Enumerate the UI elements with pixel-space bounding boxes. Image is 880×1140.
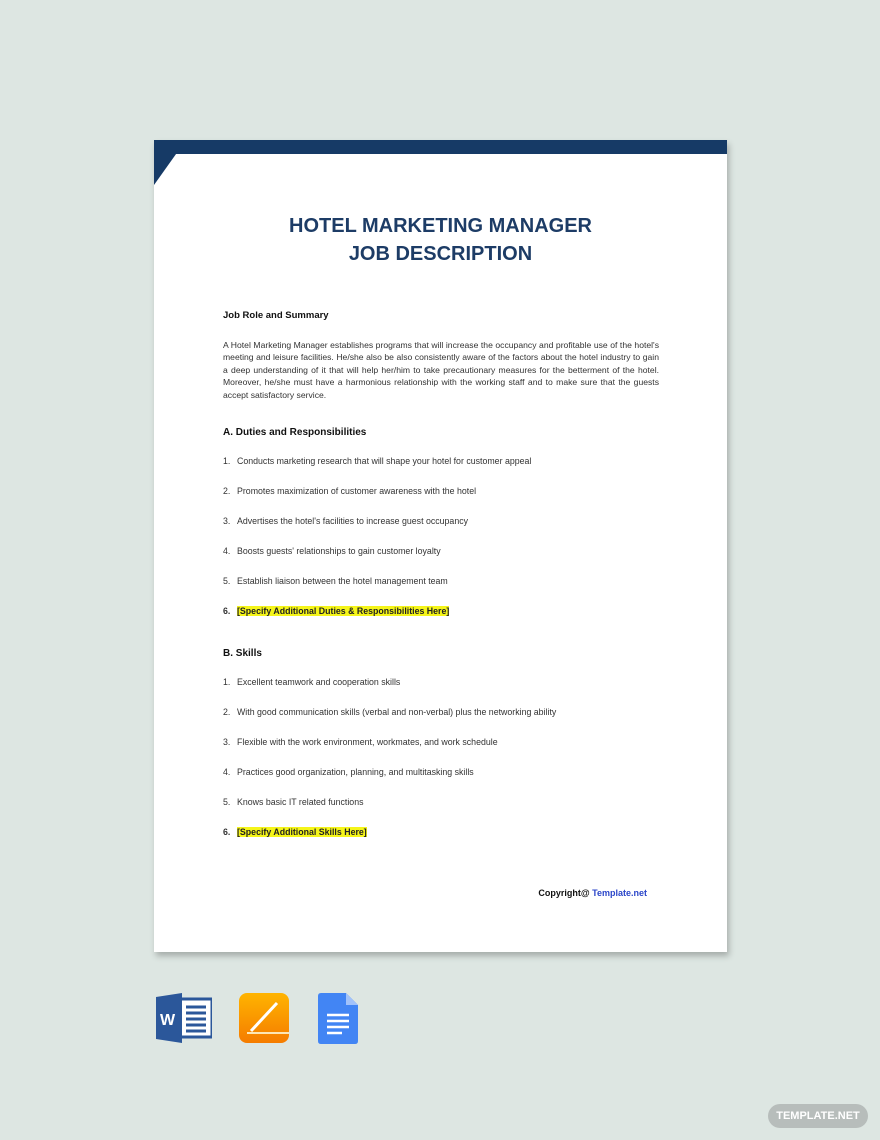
svg-text:W: W [160, 1012, 176, 1029]
list-item [223, 737, 659, 749]
list-item [223, 546, 659, 558]
item-text: Flexible with the work environment, workmates, and work schedule [237, 737, 498, 748]
duties-heading: A. Duties and Responsibilities [223, 427, 367, 439]
header-bar [154, 140, 727, 154]
list-item [223, 516, 659, 528]
item-number: 1. [223, 677, 231, 688]
item-text: Boosts guests' relationships to gain customer loyalty [237, 546, 441, 557]
item-text: Establish liaison between the hotel management team [237, 576, 448, 587]
template-net-badge[interactable]: TEMPLATE.NET [768, 1104, 868, 1128]
item-number: 6. [223, 606, 231, 617]
document-body [223, 310, 659, 839]
list-item [223, 677, 659, 689]
corner-accent [154, 140, 186, 185]
list-item [223, 456, 659, 468]
document-title [154, 212, 727, 268]
item-text: Advertises the hotel's facilities to increase guest occupancy [237, 516, 469, 527]
word-icon[interactable] [156, 993, 212, 1043]
item-number: 3. [223, 516, 231, 527]
item-number: 6. [223, 827, 231, 838]
item-text: Knows basic IT related functions [237, 797, 364, 808]
item-number: 3. [223, 737, 231, 748]
copyright-label: Copyright@ [538, 888, 593, 898]
item-text: Excellent teamwork and cooperation skills [237, 677, 401, 688]
item-number: 5. [223, 797, 231, 808]
item-text: Promotes maximization of customer awareness with the hotel [237, 486, 477, 497]
list-item [223, 797, 659, 809]
item-number: 1. [223, 456, 231, 467]
item-number: 4. [223, 767, 231, 778]
document-preview [154, 140, 727, 952]
list-item [223, 827, 659, 839]
item-number: 2. [223, 707, 231, 718]
item-text: Practices good organization, planning, and multitasking skills [237, 767, 474, 778]
google-docs-icon[interactable] [318, 993, 360, 1045]
title-line-1: HOTEL MARKETING MANAGER [289, 215, 592, 237]
list-item [223, 486, 659, 498]
item-number: 5. [223, 576, 231, 587]
item-number: 2. [223, 486, 231, 497]
summary-paragraph: A Hotel Marketing Manager establishes programs that will increase the occupancy and profitable use of the hotel's meeting and leisure facilities. He/she also be also consistently aware of the factors about the hotel industry to gain a deep understanding of it that will help her/him to take precautionary measures for the betterment of the hotel. Moreover, he/she must have a harmonious relationship with the working staff and to make sure that the guests accept satisfactory service. [223, 340, 659, 400]
item-text: Conducts marketing research that will shape your hotel for customer appeal [237, 456, 532, 467]
item-text: With good communication skills (verbal and non-verbal) plus the networking ability [237, 707, 557, 718]
title-line-2: JOB DESCRIPTION [348, 243, 533, 265]
pages-icon[interactable] [239, 993, 291, 1045]
item-text: [Specify Additional Duties & Responsibilities Here] [237, 606, 450, 617]
list-item [223, 576, 659, 588]
item-text: [Specify Additional Skills Here] [237, 827, 367, 838]
item-number: 4. [223, 546, 231, 557]
summary-heading: Job Role and Summary [223, 310, 329, 321]
list-item [223, 707, 659, 719]
template-link[interactable]: Template.net [592, 888, 647, 898]
list-item [223, 767, 659, 779]
skills-heading: B. Skills [223, 648, 262, 660]
list-item [223, 606, 659, 618]
copyright [538, 888, 647, 898]
